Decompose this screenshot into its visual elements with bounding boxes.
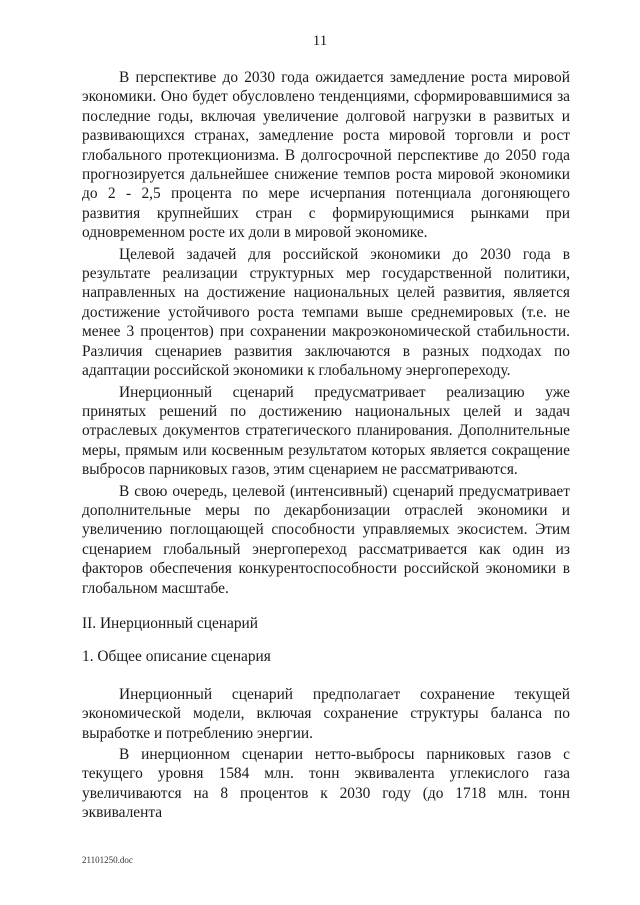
paragraph-outlook-2030: В перспективе до 2030 года ожидается замедление роста мировой экономики. Оно будет обусловлено тенденциями, сформировавшимися за последние годы, включая увеличение долговой нагрузки в развитых и развивающихся странах, замедление роста мировой торговли и рост глобального протекционизма. В долгосрочной перспективе до 2050 года прогнозируется дальнейшее снижение темпов роста мировой экономики до 2 - 2,5 процента по мере исчерпания потенциала догоняющего развития крупнейших стран с формирующимися рынками при одновременном росте их доли в мировой экономике. — [82, 69, 570, 242]
subsection-heading: 1. Общее описание сценария — [82, 648, 271, 666]
page-number: 11 — [312, 33, 328, 49]
section-heading: II. Инерционный сценарий — [82, 614, 259, 632]
paragraph-target-scenario: В свою очередь, целевой (интенсивный) сценарий предусматривает дополнительные меры по декарбонизации отраслей экономики и увеличению поглощающей способности управляемых экосистем. Этим сценарием глобальный энергопереход рассматривается как один из факторов обеспечения конкурентоспособности российской экономики в глобальном масштабе. — [82, 482, 570, 597]
paragraph-emissions: В инерционном сценарии нетто-выбросы парниковых газов с текущего уровня 1584 млн. тонн эквивалента углекислого газа увеличиваются на 8 процентов к 2030 году (до 1718 млн. тонн эквивалента — [82, 746, 570, 822]
paragraph-target-goal: Целевой задачей для российской экономики до 2030 года в результате реализации структурных мер государственной политики, направленных на достижение национальных целей развития, является достижение устойчивого роста темпами выше среднемировых (т.е. не менее 3 процентов) при сохранении макроэкономической стабильности. Различия сценариев развития заключаются в разных подходах по адаптации российской экономики к глобальному энергопереходу. — [82, 245, 570, 380]
document-file-code: 21101250.doc — [82, 855, 133, 865]
paragraph-scenario-description: Инерционный сценарий предполагает сохранение текущей экономической модели, включая сохранение структуры баланса по выработке и потреблению энергии. — [82, 685, 570, 742]
paragraph-inertial-scenario: Инерционный сценарий предусматривает реализацию уже принятых решений по достижению национальных целей и задач отраслевых документов стратегического планирования. Дополнительные меры, прямым или косвенным результатом которых является сокращение выбросов парниковых газов, этим сценарием не рассматриваются. — [82, 383, 570, 479]
document-body — [82, 68, 570, 823]
